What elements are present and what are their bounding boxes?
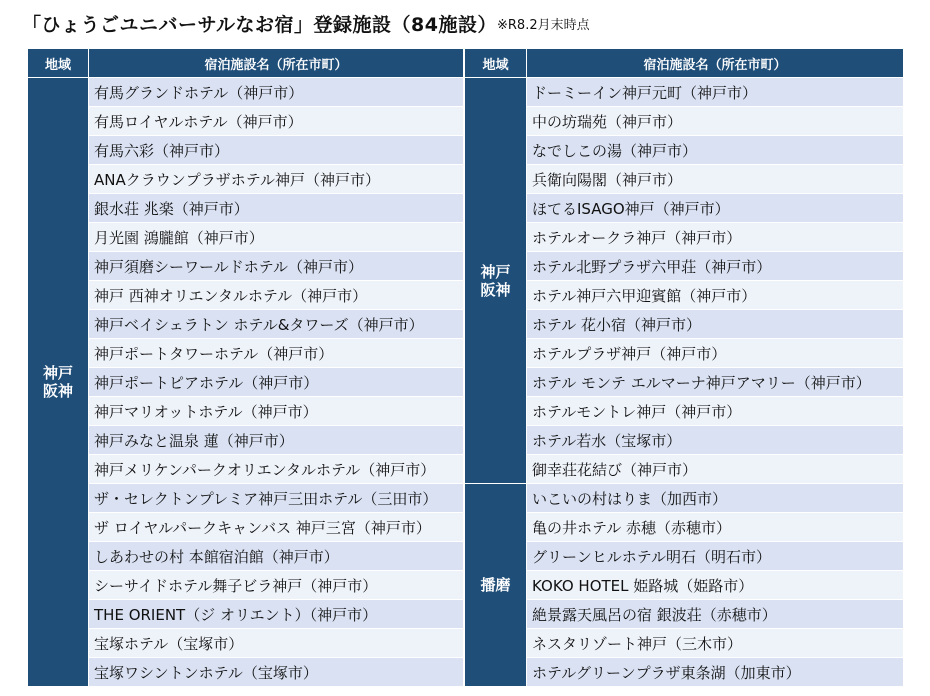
right-table-body [465, 78, 904, 687]
facility-name: ホテル北野プラザ六甲荘（神戸市） [527, 252, 904, 281]
facility-name: ANAクラウンプラザホテル神戸（神戸市） [89, 165, 464, 194]
right-header-row [465, 49, 904, 78]
facility-name: ドーミーイン神戸元町（神戸市） [527, 78, 904, 107]
table-row [465, 223, 904, 252]
table-row [465, 484, 904, 513]
facility-name: ホテル若水（宝塚市） [527, 426, 904, 455]
region-label: 播磨 [480, 576, 511, 594]
table-row [465, 629, 904, 658]
facility-name: ホテル神戸六甲迎賓館（神戸市） [527, 281, 904, 310]
facility-name: 神戸ベイシェラトン ホテル&タワーズ（神戸市） [89, 310, 464, 339]
table-row [465, 107, 904, 136]
table-row [465, 513, 904, 542]
table-row [465, 571, 904, 600]
table-row [465, 165, 904, 194]
table-row [465, 252, 904, 281]
table-row [28, 368, 464, 397]
table-row [465, 542, 904, 571]
region-column-header: 地域 [465, 49, 527, 78]
facility-name: 神戸 西神オリエンタルホテル（神戸市） [89, 281, 464, 310]
table-row [28, 252, 464, 281]
table-row [465, 194, 904, 223]
facility-name: 宝塚ホテル（宝塚市） [89, 629, 464, 658]
facility-name: ネスタリゾート神戸（三木市） [527, 629, 904, 658]
facility-name: 宝塚ワシントンホテル（宝塚市） [89, 658, 464, 687]
right-facility-table [464, 48, 904, 687]
facility-column-header: 宿泊施設名（所在市町） [527, 49, 904, 78]
table-row [28, 658, 464, 687]
table-row [28, 484, 464, 513]
facility-name: 有馬六彩（神戸市） [89, 136, 464, 165]
table-row [465, 78, 904, 107]
table-row [28, 426, 464, 455]
table-row [465, 339, 904, 368]
facility-name: ホテル モンテ エルマーナ神戸アマリー（神戸市） [527, 368, 904, 397]
region-label: 阪神 [42, 382, 73, 400]
facility-name: 中の坊瑞苑（神戸市） [527, 107, 904, 136]
title-row [0, 8, 930, 38]
facility-name: 神戸マリオットホテル（神戸市） [89, 397, 464, 426]
left-header-row [28, 49, 464, 78]
table-row [465, 136, 904, 165]
facility-name: いこいの村はりま（加西市） [527, 484, 904, 513]
facility-name: 神戸ポートタワーホテル（神戸市） [89, 339, 464, 368]
region-label: 阪神 [480, 280, 511, 299]
table-row [28, 339, 464, 368]
facility-name: ザ・セレクトンプレミア神戸三田ホテル（三田市） [89, 484, 464, 513]
table-row [28, 223, 464, 252]
facility-name: ホテル 花小宿（神戸市） [527, 310, 904, 339]
region-cell [465, 484, 527, 687]
facility-name: 銀水荘 兆楽（神戸市） [89, 194, 464, 223]
facility-name: 神戸須磨シーワールドホテル（神戸市） [89, 252, 464, 281]
table-row [28, 600, 464, 629]
table-row [28, 78, 464, 107]
facility-name: グリーンヒルホテル明石（明石市） [527, 542, 904, 571]
facility-name: しあわせの村 本館宿泊館（神戸市） [89, 542, 464, 571]
facility-name: ホテルグリーンプラザ東条湖（加東市） [527, 658, 904, 687]
facility-name: 御幸荘花結び（神戸市） [527, 455, 904, 484]
table-row [28, 542, 464, 571]
table-row [28, 455, 464, 484]
table-row [28, 397, 464, 426]
region-column-header: 地域 [28, 49, 89, 78]
facility-name: 絶景露天風呂の宿 銀波荘（赤穂市） [527, 600, 904, 629]
table-row [28, 107, 464, 136]
table-row [465, 658, 904, 687]
table-row [28, 165, 464, 194]
table-row [465, 455, 904, 484]
facility-name: ザ ロイヤルパークキャンバス 神戸三宮（神戸市） [89, 513, 464, 542]
facility-name: 有馬ロイヤルホテル（神戸市） [89, 107, 464, 136]
table-row [28, 194, 464, 223]
facility-name: なでしこの湯（神戸市） [527, 136, 904, 165]
region-cell [465, 78, 527, 484]
facility-name: ほてるISAGO神戸（神戸市） [527, 194, 904, 223]
facility-name: THE ORIENT（ジ オリエント）（神戸市） [89, 600, 464, 629]
page-title: 「ひょうごユニバーサルなお宿」登録施設（84施設） [22, 14, 497, 36]
facility-name: ホテルプラザ神戸（神戸市） [527, 339, 904, 368]
table-row [465, 368, 904, 397]
table-row [465, 426, 904, 455]
table-row [28, 513, 464, 542]
table-row [28, 629, 464, 658]
facility-name: 亀の井ホテル 赤穂（赤穂市） [527, 513, 904, 542]
table-row [28, 281, 464, 310]
region-cell [28, 78, 89, 687]
date-note: ※R8.2月末時点 [497, 18, 590, 33]
table-row [28, 136, 464, 165]
facility-name: 神戸メリケンパークオリエンタルホテル（神戸市） [89, 455, 464, 484]
facility-name: ホテルモントレ神戸（神戸市） [527, 397, 904, 426]
table-row [465, 281, 904, 310]
facility-name: シーサイドホテル舞子ビラ神戸（神戸市） [89, 571, 464, 600]
region-label: 神戸 [42, 364, 73, 382]
left-facility-table [27, 48, 464, 687]
table-row [465, 397, 904, 426]
facility-name: 兵衛向陽閣（神戸市） [527, 165, 904, 194]
facility-column-header: 宿泊施設名（所在市町） [89, 49, 464, 78]
left-table-body [28, 78, 464, 687]
facility-name: 月光園 鴻朧館（神戸市） [89, 223, 464, 252]
table-row [28, 310, 464, 339]
facility-name: 神戸みなと温泉 蓮（神戸市） [89, 426, 464, 455]
table-row [28, 571, 464, 600]
facility-name: 有馬グランドホテル（神戸市） [89, 78, 464, 107]
facility-name: ホテルオークラ神戸（神戸市） [527, 223, 904, 252]
facility-name: 神戸ポートピアホテル（神戸市） [89, 368, 464, 397]
table-row [465, 310, 904, 339]
table-row [465, 600, 904, 629]
facility-name: KOKO HOTEL 姫路城（姫路市） [527, 571, 904, 600]
region-label: 神戸 [480, 262, 511, 281]
